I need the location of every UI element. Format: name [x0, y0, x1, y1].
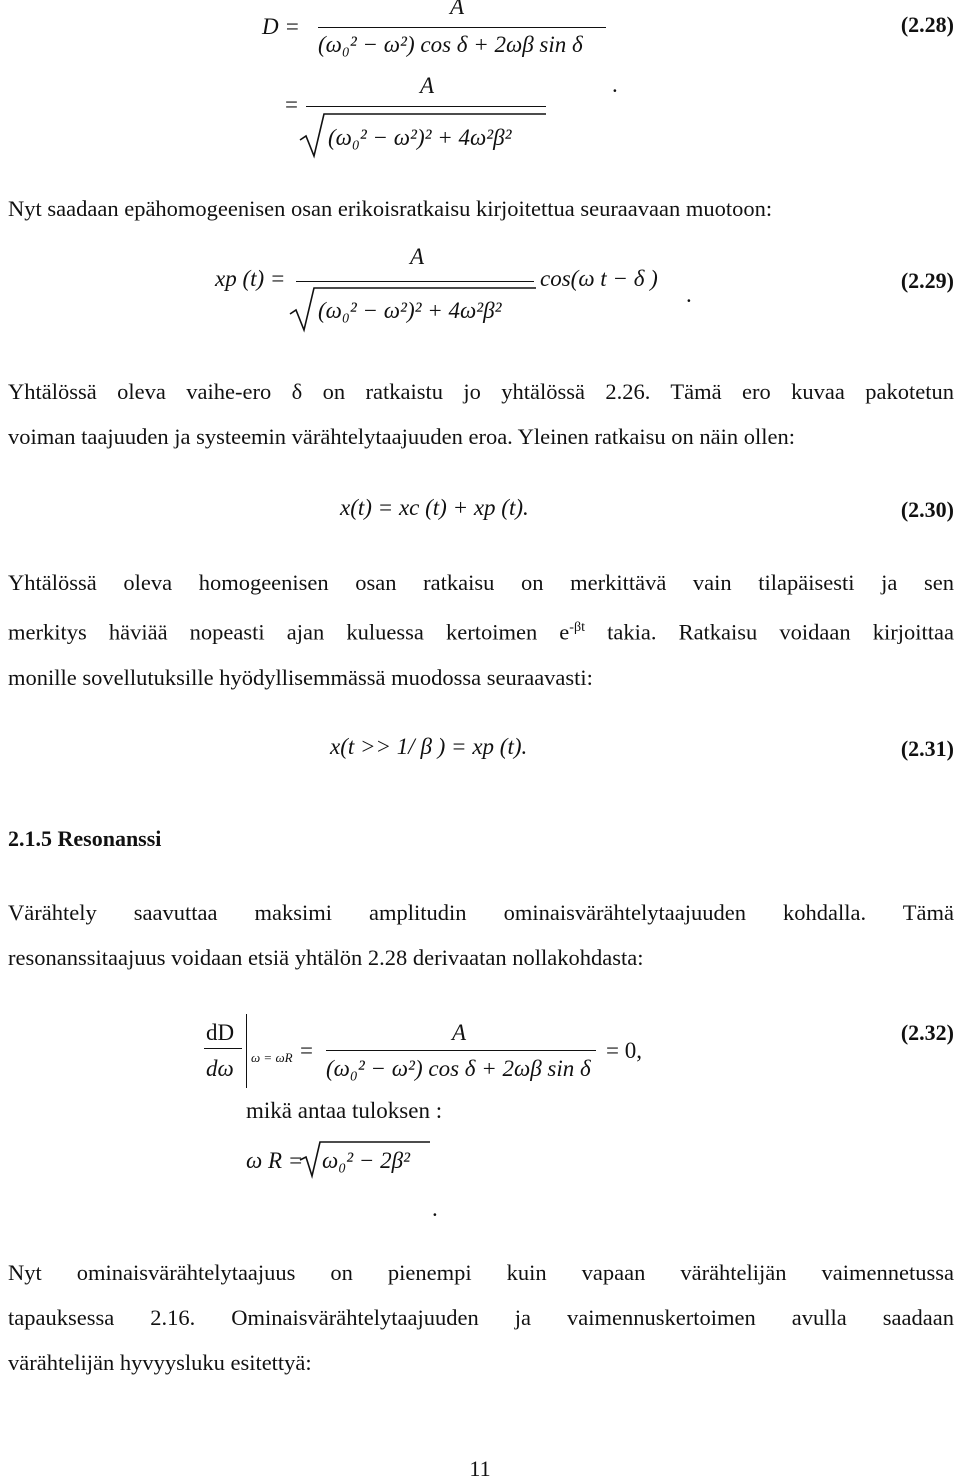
eq-2-32-evaluation-point: ω = ωR [251, 1050, 293, 1065]
fraction-bar [318, 27, 606, 28]
text-segment: merkitys häviää nopeasti ajan kuluessa kertoimen e [8, 619, 570, 645]
eq-2-32-result: = 0, [606, 1038, 642, 1063]
exponent: -βt [569, 620, 585, 635]
eq-2-28-numerator-2: A [420, 73, 435, 98]
eq-2-32-connecting-text: mikä antaa tuloksen : [246, 1098, 443, 1123]
eq-2-29-numerator: A [410, 244, 425, 269]
eq-2-28-numerator-1: A [450, 0, 465, 19]
equation-number: (2.29) [900, 268, 954, 293]
eq-2-29-period: . [686, 282, 692, 307]
eq-2-28-lhs: D = [262, 14, 300, 39]
paragraph [8, 186, 954, 231]
eq-2-32-denominator: (ω₀² − ω²) cos δ + 2ωβ sin δ [326, 1056, 591, 1081]
equation-number: (2.28) [900, 12, 954, 37]
equation-number: (2.30) [900, 497, 954, 522]
text-line: resonanssitaajuus voidaan etsiä yhtälön 2.28 derivaatan nollakohdasta: [8, 945, 644, 970]
eq-2-32-period: . [432, 1196, 438, 1221]
fraction-bar [326, 1050, 596, 1051]
paragraph [8, 1250, 954, 1385]
text-line: Yhtälössä oleva vaihe-ero δ on ratkaistu jo yhtälössä 2.26. Tämä ero kuvaa pakotetun [8, 379, 954, 404]
eq-2-32-derivative-denominator: dω [206, 1056, 234, 1081]
fraction-bar [204, 1048, 242, 1049]
eq-2-28-denominator-2: (ω₀² − ω²)² + 4ω²β² [328, 125, 512, 150]
text-line: voiman taajuuden ja systeemin värähtelytaajuuden eroa. Yleinen ratkaisu on näin ollen: [8, 424, 796, 449]
eq-2-29-denominator: (ω₀² − ω²)² + 4ω²β² [318, 298, 502, 323]
evaluation-bar [246, 1014, 247, 1088]
text-segment: takia. Ratkaisu voidaan kirjoittaa [584, 619, 954, 645]
eq-2-29-factor: cos(ω t − δ ) [540, 266, 658, 291]
text-line: Nyt ominaisvärähtelytaajuus on pienempi kuin vapaan värähtelijän vaimennetussa [8, 1260, 954, 1285]
fraction-bar [296, 281, 534, 282]
paragraph [8, 560, 954, 700]
eq-2-28-equals: = [285, 92, 298, 117]
text-line: värähtelijän hyvyysluku esitettyä: [8, 1350, 312, 1375]
page-number: 11 [469, 1456, 491, 1481]
eq-2-30-expression: x(t) = xc (t) + xp (t). [340, 495, 529, 520]
text-line: tapauksessa 2.16. Ominaisvärähtelytaajuuden ja vaimennuskertoimen avulla saadaan [8, 1305, 954, 1330]
text-line: Värähtely saavuttaa maksimi amplitudin ominaisvärähtelytaajuuden kohdalla. Tämä [8, 900, 954, 925]
paragraph [8, 369, 954, 459]
eq-2-31-expression: x(t >> 1/ β ) = xp (t). [330, 734, 528, 759]
eq-2-32-radicand: ω₀² − 2β² [322, 1148, 411, 1173]
text-line [8, 605, 954, 655]
eq-2-29-lhs: xp (t) = [215, 266, 286, 291]
equation-number: (2.32) [900, 1020, 954, 1045]
eq-2-32-numerator: A [452, 1020, 467, 1045]
eq-2-28-period: . [612, 72, 618, 97]
fraction-bar [306, 106, 546, 107]
text-line: monille sovellutuksille hyödyllisemmässä muodossa seuraavasti: [8, 664, 593, 690]
eq-2-32-derivative-numerator: dD [206, 1020, 235, 1045]
eq-2-28-denominator-1: (ω₀² − ω²) cos δ + 2ωβ sin δ [318, 32, 583, 57]
text-line: Yhtälössä oleva homogeenisen osan ratkaisu on merkittävä vain tilapäisesti ja sen [8, 570, 954, 595]
paragraph [8, 890, 954, 980]
eq-2-32-equals: = [300, 1038, 313, 1063]
text-line: Nyt saadaan epähomogeenisen osan erikoisratkaisu kirjoitettua seuraavaan muotoon: [8, 196, 773, 221]
eq-2-32-omega-r-lhs: ω R = [246, 1148, 304, 1173]
equation-number: (2.31) [900, 736, 954, 761]
section-heading: 2.1.5 Resonanssi [8, 826, 162, 851]
